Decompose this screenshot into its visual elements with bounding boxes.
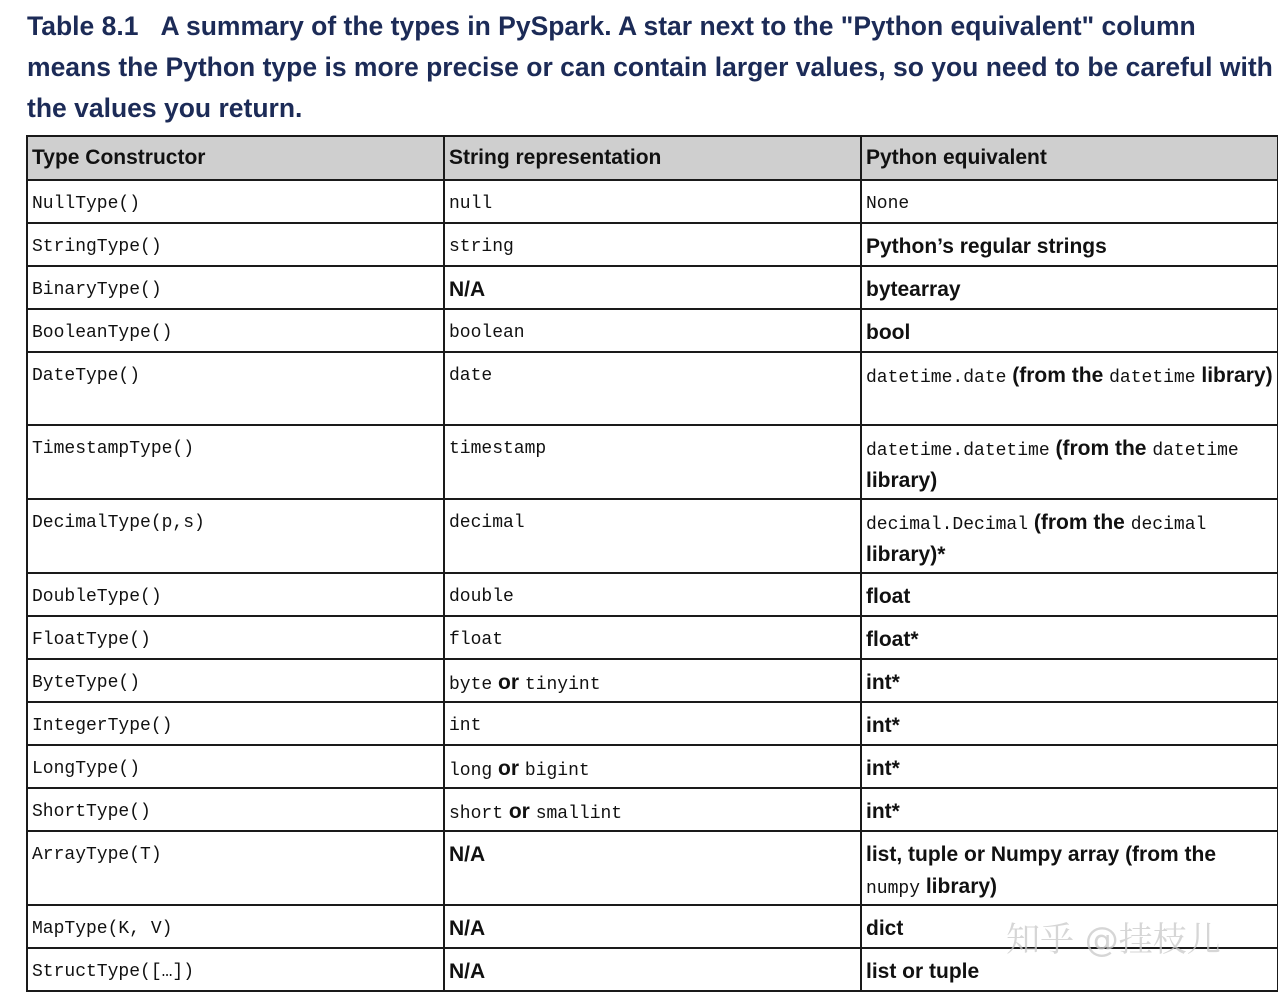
python-equivalent-segment: list, tuple or Numpy array (from the bbox=[866, 843, 1217, 866]
pyspark-types-table bbox=[26, 135, 1278, 992]
string-representation-segment: double bbox=[449, 587, 514, 607]
type-constructor-cell bbox=[27, 788, 444, 831]
string-representation-segment: or bbox=[492, 671, 525, 694]
python-equivalent-cell bbox=[861, 352, 1278, 425]
python-equivalent-segment: list or tuple bbox=[866, 960, 980, 983]
python-equivalent bbox=[866, 267, 1273, 307]
type-constructor: DecimalType(p,s) bbox=[32, 513, 205, 533]
type-constructor: ShortType() bbox=[32, 802, 151, 822]
string-representation-segment: or bbox=[503, 800, 536, 823]
table-row bbox=[27, 831, 1278, 905]
python-equivalent-segment: float bbox=[866, 585, 911, 608]
string-representation-segment: null bbox=[449, 194, 493, 214]
python-equivalent bbox=[866, 426, 1273, 498]
table-body bbox=[27, 180, 1278, 991]
string-representation-cell bbox=[444, 223, 861, 266]
string-representation-segment: or bbox=[492, 757, 525, 780]
python-equivalent bbox=[866, 660, 1273, 700]
type-constructor-cell bbox=[27, 831, 444, 905]
python-equivalent-cell bbox=[861, 745, 1278, 788]
table-row bbox=[27, 616, 1278, 659]
python-equivalent-segment: bytearray bbox=[866, 278, 961, 301]
python-equivalent-segment: datetime.datetime bbox=[866, 441, 1050, 461]
python-equivalent-cell bbox=[861, 702, 1278, 745]
header-string-representation: String representation bbox=[444, 136, 861, 180]
string-representation bbox=[449, 617, 856, 655]
string-representation-segment: bigint bbox=[524, 761, 590, 781]
python-equivalent-segment: datetime bbox=[1109, 368, 1196, 388]
string-representation-cell bbox=[444, 745, 861, 788]
type-constructor: ArrayType(T) bbox=[32, 845, 162, 865]
python-equivalent bbox=[866, 224, 1273, 264]
string-representation-cell bbox=[444, 499, 861, 573]
type-constructor-cell bbox=[27, 499, 444, 573]
string-representation bbox=[449, 832, 856, 872]
type-constructor-cell bbox=[27, 266, 444, 309]
python-equivalent bbox=[866, 181, 1273, 219]
python-equivalent-segment: library)* bbox=[866, 543, 946, 566]
python-equivalent-cell bbox=[861, 831, 1278, 905]
string-representation-segment: boolean bbox=[449, 323, 525, 343]
python-equivalent-segment: datetime bbox=[1152, 441, 1239, 461]
python-equivalent bbox=[866, 832, 1273, 904]
python-equivalent-segment: (from the bbox=[1049, 437, 1153, 460]
string-representation-segment: byte bbox=[449, 675, 493, 695]
string-representation-segment: N/A bbox=[449, 843, 486, 866]
string-representation-cell bbox=[444, 180, 861, 223]
python-equivalent-segment: (from the bbox=[1006, 364, 1110, 387]
string-representation-cell bbox=[444, 702, 861, 745]
string-representation bbox=[449, 353, 856, 391]
python-equivalent bbox=[866, 574, 1273, 614]
string-representation bbox=[449, 789, 856, 829]
header-type-constructor: Type Constructor bbox=[27, 136, 444, 180]
string-representation-segment: smallint bbox=[535, 804, 623, 824]
type-constructor-cell bbox=[27, 573, 444, 616]
string-representation bbox=[449, 426, 856, 464]
python-equivalent-cell bbox=[861, 573, 1278, 616]
type-constructor: MapType(K, V) bbox=[32, 919, 173, 939]
type-constructor-cell bbox=[27, 702, 444, 745]
string-representation-segment: date bbox=[449, 366, 493, 386]
python-equivalent bbox=[866, 746, 1273, 786]
string-representation-cell bbox=[444, 831, 861, 905]
table-caption bbox=[27, 6, 1277, 129]
python-equivalent-cell bbox=[861, 309, 1278, 352]
table-row bbox=[27, 223, 1278, 266]
zhihu-watermark: 知乎 @挂枝儿 bbox=[1006, 920, 1221, 960]
string-representation-segment: decimal bbox=[449, 513, 525, 533]
type-constructor: StructType([…]) bbox=[32, 962, 195, 982]
string-representation-segment: timestamp bbox=[449, 439, 547, 459]
type-constructor: BooleanType() bbox=[32, 323, 173, 343]
type-constructor: LongType() bbox=[32, 759, 141, 779]
python-equivalent-segment: Python’s regular strings bbox=[866, 235, 1107, 258]
type-constructor-cell bbox=[27, 616, 444, 659]
string-representation-cell bbox=[444, 309, 861, 352]
python-equivalent bbox=[866, 703, 1273, 743]
table-row bbox=[27, 309, 1278, 352]
python-equivalent-cell bbox=[861, 788, 1278, 831]
python-equivalent bbox=[866, 353, 1273, 393]
string-representation-segment: int bbox=[449, 716, 482, 736]
python-equivalent-segment: decimal bbox=[1130, 515, 1207, 535]
type-constructor: StringType() bbox=[32, 237, 162, 257]
python-equivalent-cell bbox=[861, 499, 1278, 573]
table-row bbox=[27, 180, 1278, 223]
string-representation bbox=[449, 906, 856, 946]
string-representation-cell bbox=[444, 659, 861, 702]
type-constructor-cell bbox=[27, 180, 444, 223]
string-representation-segment: long bbox=[449, 761, 493, 781]
string-representation-segment: string bbox=[449, 237, 514, 257]
string-representation bbox=[449, 181, 856, 219]
type-constructor: NullType() bbox=[32, 194, 141, 214]
header-row bbox=[27, 136, 1278, 180]
type-constructor-cell bbox=[27, 425, 444, 499]
python-equivalent bbox=[866, 310, 1273, 350]
python-equivalent-segment: dict bbox=[866, 917, 904, 940]
table-row bbox=[27, 266, 1278, 309]
python-equivalent-segment: library) bbox=[920, 875, 998, 898]
python-equivalent-segment: decimal.Decimal bbox=[866, 515, 1029, 535]
table-row bbox=[27, 499, 1278, 573]
string-representation-cell bbox=[444, 573, 861, 616]
string-representation bbox=[449, 703, 856, 741]
type-constructor-cell bbox=[27, 309, 444, 352]
type-constructor: BinaryType() bbox=[32, 280, 162, 300]
python-equivalent-segment: datetime.date bbox=[866, 368, 1007, 388]
python-equivalent-segment: int* bbox=[866, 757, 900, 780]
string-representation bbox=[449, 746, 856, 786]
string-representation bbox=[449, 310, 856, 348]
python-equivalent-segment: numpy bbox=[866, 879, 921, 899]
type-constructor: IntegerType() bbox=[32, 716, 173, 736]
table-row bbox=[27, 702, 1278, 745]
type-constructor-cell bbox=[27, 905, 444, 948]
string-representation-segment: tinyint bbox=[524, 675, 601, 695]
python-equivalent-segment: library) bbox=[1195, 364, 1273, 387]
string-representation-segment: N/A bbox=[449, 278, 486, 301]
type-constructor: FloatType() bbox=[32, 630, 151, 650]
string-representation-cell bbox=[444, 788, 861, 831]
python-equivalent-segment: library) bbox=[866, 469, 938, 492]
string-representation-cell bbox=[444, 905, 861, 948]
string-representation bbox=[449, 267, 856, 307]
table-number: Table 8.1 bbox=[27, 11, 139, 41]
type-constructor-cell bbox=[27, 948, 444, 991]
string-representation-cell bbox=[444, 425, 861, 499]
string-representation-segment: N/A bbox=[449, 960, 486, 983]
string-representation-cell bbox=[444, 352, 861, 425]
string-representation-segment: N/A bbox=[449, 917, 486, 940]
python-equivalent-cell bbox=[861, 180, 1278, 223]
string-representation-cell bbox=[444, 616, 861, 659]
string-representation bbox=[449, 660, 856, 700]
python-equivalent bbox=[866, 500, 1273, 572]
type-constructor-cell bbox=[27, 745, 444, 788]
python-equivalent-segment: int* bbox=[866, 671, 900, 694]
type-constructor-cell bbox=[27, 352, 444, 425]
python-equivalent-segment: bool bbox=[866, 321, 911, 344]
string-representation-segment: float bbox=[449, 630, 504, 650]
table-row bbox=[27, 425, 1278, 499]
python-equivalent-cell bbox=[861, 616, 1278, 659]
string-representation bbox=[449, 949, 856, 989]
table-row bbox=[27, 352, 1278, 425]
string-representation-segment: short bbox=[449, 804, 504, 824]
python-equivalent-cell bbox=[861, 266, 1278, 309]
type-constructor-cell bbox=[27, 659, 444, 702]
python-equivalent-segment: float* bbox=[866, 628, 919, 651]
python-equivalent-cell bbox=[861, 425, 1278, 499]
python-equivalent-cell bbox=[861, 659, 1278, 702]
type-constructor-cell bbox=[27, 223, 444, 266]
string-representation bbox=[449, 500, 856, 538]
type-constructor: ByteType() bbox=[32, 673, 141, 693]
python-equivalent-segment: int* bbox=[866, 714, 900, 737]
type-constructor: DateType() bbox=[32, 366, 141, 386]
string-representation bbox=[449, 224, 856, 262]
python-equivalent-segment: None bbox=[866, 194, 910, 214]
python-equivalent bbox=[866, 617, 1273, 657]
string-representation-cell bbox=[444, 948, 861, 991]
python-equivalent-segment: (from the bbox=[1028, 511, 1131, 534]
table-row bbox=[27, 573, 1278, 616]
table-row bbox=[27, 745, 1278, 788]
header-python-equivalent: Python equivalent bbox=[861, 136, 1278, 180]
string-representation-cell bbox=[444, 266, 861, 309]
type-constructor: DoubleType() bbox=[32, 587, 162, 607]
type-constructor: TimestampType() bbox=[32, 439, 195, 459]
table-row bbox=[27, 788, 1278, 831]
python-equivalent bbox=[866, 789, 1273, 829]
caption-text: A summary of the types in PySpark. A star next to the "Python equivalent" column means the Python type is more precise or can contain larger values, so you need to be careful with the values you return. bbox=[27, 11, 1273, 123]
string-representation bbox=[449, 574, 856, 612]
python-equivalent-cell bbox=[861, 223, 1278, 266]
python-equivalent-segment: int* bbox=[866, 800, 900, 823]
table-row bbox=[27, 659, 1278, 702]
